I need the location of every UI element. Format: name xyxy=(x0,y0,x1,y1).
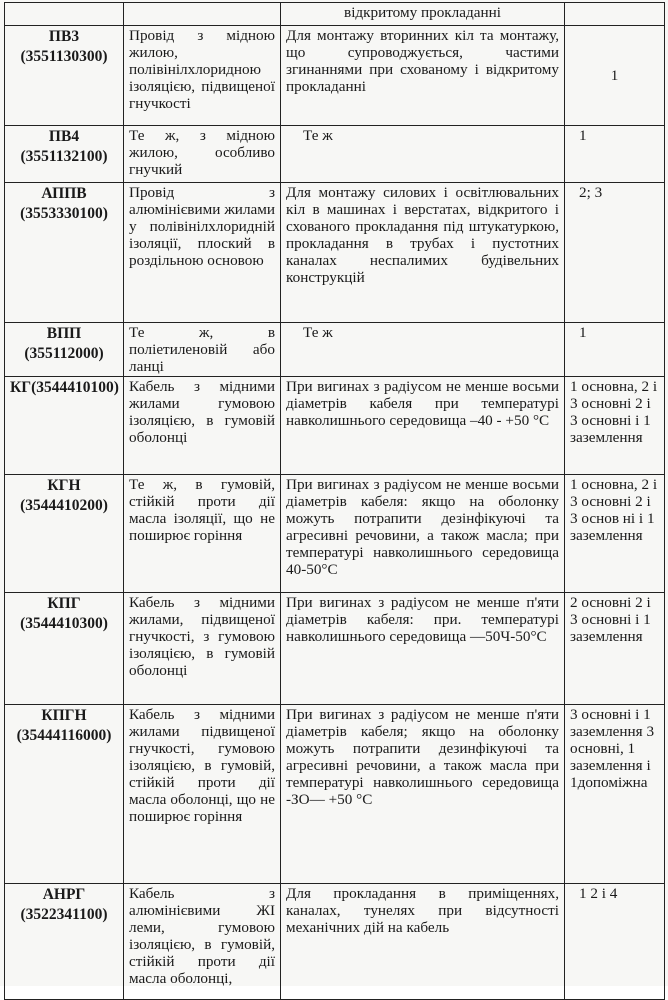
cable-application: Для прокладання в приміщеннях, каналах, тунелях при відсутності механічних дій на кабель xyxy=(281,884,565,1000)
cable-mark xyxy=(5,3,124,26)
cable-cores: 2; 3 xyxy=(565,183,665,323)
cable-mark xyxy=(5,183,124,323)
cable-cores: 1 основна, 2 і 3 основні 2 і 3 основні і 1 заземлення xyxy=(565,377,665,475)
cable-mark xyxy=(5,475,124,593)
cable-mark xyxy=(5,377,124,475)
cable-application: При вигинах з радіусом не менше восьми діаметрів кабеля: якщо на оболонку можуть потрапити дезінфікуючі та агресивні речовини, а також масла; при температурі навколишнього середовища 40-50°С xyxy=(281,475,565,593)
cable-application: відкритому прокладанні xyxy=(281,3,565,26)
table-row xyxy=(5,593,665,705)
cable-application: Для монтажу силових і освітлювальних кіл в машинах і верстатах, відкритого і схованого прокладання під штукатуркою, прокладання в трубах і пустотних каналах неспалимих будівельних конструкцій xyxy=(281,183,565,323)
cable-description xyxy=(124,3,281,26)
cable-cores: 2 основні 2 і 3 основні і 1 заземлення xyxy=(565,593,665,705)
cable-cores: 1 xyxy=(565,323,665,377)
cable-mark-code: (35444116000) xyxy=(16,727,112,744)
cable-description: Те ж, з мідною жилою, особливо гнучкий xyxy=(124,126,281,183)
cable-description: Кабель з мідними жилами гумовою ізоляцією, в гумовій оболонці xyxy=(124,377,281,475)
table-row xyxy=(5,183,665,323)
cable-description: Провід з мідною жилою, полівінілхлоридною ізоляцією, підвищеної гнучкості xyxy=(124,26,281,126)
table-row xyxy=(5,705,665,884)
cable-mark xyxy=(5,323,124,377)
cable-cores: 1 основна, 2 і 3 основні 2 і 3 основ ні і 1 заземлення xyxy=(565,475,665,593)
cable-application: Для монтажу вторинних кіл та монтажу, що супроводжується, частими згинаннями при схованому і відкритому прокладанні xyxy=(281,26,565,126)
cable-mark-name: АППВ xyxy=(41,185,87,202)
cable-mark-name: ВПП xyxy=(46,325,82,342)
cable-mark-code: (3544410300) xyxy=(20,615,108,632)
cable-mark-code: (3522341100) xyxy=(20,906,108,923)
cable-description: Кабель з мідними жилами підвищеної гнучкості, гумовою ізоляцією, в гумовій, стійкій проти дії масла оболонці, що не поширює горіння xyxy=(124,705,281,884)
table-row xyxy=(5,26,665,126)
cable-application: При вигинах з радіусом не менше п'яти діаметрів кабеля; якщо на оболонку можуть потрапити дезинфікуючі та агресивні речовини, а також масла при температурі навколишнього середовища -ЗО— +50 °С xyxy=(281,705,565,884)
cable-mark xyxy=(5,26,124,126)
cable-description: Те ж, в гумовій, стійкій проти дії масла ізоляції, що не поширює горіння xyxy=(124,475,281,593)
cable-description: Кабель з алюмінієвими ЖІ леми, гумовою ізоляцією, в гумовій, стійкій проти дії масла оболонці, xyxy=(124,884,281,1000)
cable-mark-code: (3553330100) xyxy=(20,205,108,222)
cable-application: Те ж xyxy=(281,323,565,377)
cable-mark-name: КГН xyxy=(47,477,81,494)
cable-description: Те ж, в поліетиленовій або ланці xyxy=(124,323,281,377)
cable-cores: 1 xyxy=(565,26,665,126)
cable-mark-name: КГ(3544410100) xyxy=(10,379,119,396)
cable-mark-name: КПГН xyxy=(41,707,87,724)
table-row xyxy=(5,377,665,475)
table-row xyxy=(5,323,665,377)
cable-description: Кабель з мідними жилами, підвищеної гнучкості, з гумовою ізоляцією, в гумовій оболонці xyxy=(124,593,281,705)
cable-description: Провід з алюмінієвими жилами у полівінілхлоридній ізоляції, плоский в роздільною основою xyxy=(124,183,281,323)
table-row xyxy=(5,126,665,183)
cable-cores: 3 основні і 1 заземлення 3 основні, 1 заземлення і 1допоміжна xyxy=(565,705,665,884)
table-row xyxy=(5,884,665,1000)
cable-mark-name: КПГ xyxy=(47,595,81,612)
cable-mark xyxy=(5,884,124,1000)
cable-application: При вигинах з радіусом не менше п'яти діаметрів кабеля: при. температурі навколишнього середовища —50Ч-50°С xyxy=(281,593,565,705)
cable-mark-code: (3544410200) xyxy=(20,497,108,514)
cable-mark-name: АНРГ xyxy=(42,886,86,903)
cable-mark xyxy=(5,593,124,705)
cable-mark-code: (3551132100) xyxy=(20,148,108,165)
cable-cores xyxy=(565,3,665,26)
cable-mark-name: ПВ3 xyxy=(48,28,80,45)
cable-table xyxy=(4,2,665,1000)
cable-application: Те ж xyxy=(281,126,565,183)
cable-mark-code: (3551130300) xyxy=(20,48,108,65)
table-row xyxy=(5,3,665,26)
table-row xyxy=(5,475,665,593)
cable-application: При вигинах з радіусом не менше восьми діаметрів кабеля при температурі навколишнього середовища –40 - +50 °С xyxy=(281,377,565,475)
cable-mark-name: ПВ4 xyxy=(48,128,80,145)
cable-cores: 1 xyxy=(565,126,665,183)
cable-cores: 1 2 і 4 xyxy=(565,884,665,1000)
cable-mark xyxy=(5,705,124,884)
cable-mark xyxy=(5,126,124,183)
cable-mark-code: (355112000) xyxy=(24,345,104,362)
